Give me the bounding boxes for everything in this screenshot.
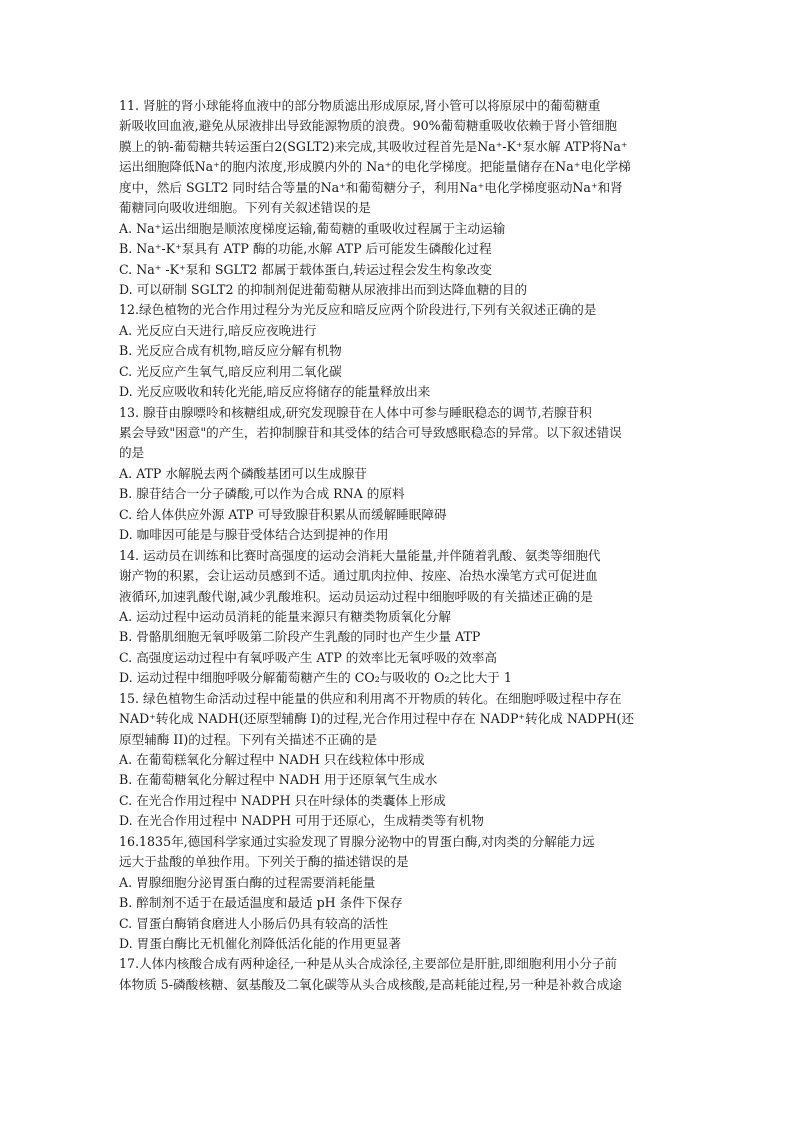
question-stem-line: 17.人体内核酸合成有两种途径,一种是从头合成涂径,主要部位是肝脏,即细胞利用小分子前 bbox=[119, 956, 618, 972]
answer-option: B. 醉制剂不适于在最适温度和最适 pH 条件下保存 bbox=[119, 895, 403, 911]
question-stem-line: 13. 腺苷由腺嘌呤和核糖组成,研究发现腺苷在人体中可参与睡眠稳态的调节,若腺苷积 bbox=[119, 404, 592, 420]
answer-option: B. 在葡萄糖氧化分解过程中 NADH 用于还原氧气生成水 bbox=[119, 772, 438, 788]
question-stem-line: 谢产物的积累，会让运动员感到不适。通过肌肉拉伸、按座、冶热水澡笔方式可促进血 bbox=[119, 568, 598, 584]
question-17 bbox=[119, 954, 679, 995]
answer-option: B. 光反应合成有机物,暗反应分解有机物 bbox=[119, 343, 342, 359]
answer-option: A. 在葡萄糕氧化分解过程中 NADH 只在线粒体中形成 bbox=[119, 752, 425, 767]
question-15 bbox=[119, 689, 679, 832]
answer-option: D. 咖啡因可能是与腺苷受体结合达到提神的作用 bbox=[119, 527, 389, 543]
answer-option: C. 在光合作用过程中 NADPH 只在叶绿体的类囊体上形成 bbox=[119, 792, 446, 808]
answer-option: A. ATP 水解脱去两个磷酸基团可以生成腺苷 bbox=[119, 465, 367, 481]
question-stem-line: 体物质 5-磷酸核糖、氨基酸及二氧化碳等从头合成核酸,是高耗能过程,另一种是补救合成途 bbox=[119, 976, 622, 992]
question-stem-line: 12.绿色植物的光合作用过程分为光反应和暗反应两个阶段进行,下列有关叙述正确的是 bbox=[119, 302, 597, 318]
question-13 bbox=[119, 403, 679, 546]
question-11 bbox=[119, 96, 679, 300]
question-stem-line: 14. 运动员在训练和比赛时高强度的运动会消耗大量能量,并伴随着乳酸、氨类等细胞代 bbox=[119, 547, 601, 563]
question-stem-line: 16.1835年,德国科学家通过实验发现了胃腺分泌物中的胃蛋白酶,对肉类的分解能力远 bbox=[119, 833, 595, 849]
answer-option: C. Na⁺ -K⁺泵和 SGLT2 都属于载体蛋白,转运过程会发生构象改变 bbox=[119, 261, 493, 277]
question-stem-line: 液循环,加速乳酸代谢,减少乳酸堆积。运动员运动过程中细胞呼吸的有关描述正确的是 bbox=[119, 588, 593, 604]
question-stem-line: 葡糖同向吸收进细胞。下列有关叙述错误的是 bbox=[119, 200, 371, 216]
question-stem-line: 11. 肾脏的肾小球能将血液中的部分物质滤出形成原尿,肾小管可以将原尿中的葡萄糖重 bbox=[119, 98, 601, 113]
question-stem-line: 原型辅酶 II)的过程。下列有关描述不正确的是 bbox=[119, 731, 378, 747]
question-stem-line: 运出细胞降低Na⁺的胞内浓度,形成膜内外的 Na⁺的电化学梯度。把能量储存在Na⁺电化学梯 bbox=[119, 159, 631, 175]
question-stem-line: 新吸收回血液,避免从尿液排出导致能源物质的浪费。90%葡萄糖重吸收依赖于肾小管细胞 bbox=[119, 118, 617, 134]
answer-option: A. 运动过程中运动员消耗的能量来源只有糖类物质氧化分解 bbox=[119, 608, 451, 624]
question-stem-line: 15. 绿色植物生命活动过程中能量的供应和利用离不开物质的转化。在细胞呼吸过程中存在 bbox=[119, 690, 622, 706]
answer-option: D. 在光合作用过程中 NADPH 可用于还原心，生成精类等有机物 bbox=[119, 813, 484, 829]
question-12 bbox=[119, 300, 679, 402]
question-stem-line: 的是 bbox=[119, 445, 145, 461]
answer-option: A. 胃腺细胞分泌胃蛋白酶的过程需要消耗能量 bbox=[119, 874, 376, 890]
question-14 bbox=[119, 546, 679, 689]
answer-option: B. Na⁺-K⁺泵具有 ATP 酶的功能,水解 ATP 后可能发生磷酸化过程 bbox=[119, 241, 492, 257]
question-stem-line: 累会导致"困意"的产生，若抑制腺苷和其受体的结合可导致感眠稳态的异常。以下叙述错误 bbox=[119, 425, 622, 440]
question-stem-line: 远大于盐酸的单独作用。下列关于酶的描述错误的是 bbox=[119, 854, 409, 870]
question-stem-line: 膜上的钠-葡萄糖共转运蛋白2(SGLT2)来完成,其吸收过程首先是Na⁺-K⁺泵水解 ATP将Na⁺ bbox=[119, 138, 628, 154]
answer-option: C. 给人体供应外源 ATP 可导致腺苷积累从而缓解睡眠障碍 bbox=[119, 506, 447, 522]
question-stem-line: 度中，然后 SGLT2 同时结合等量的Na⁺和葡萄糖分子，利用Na⁺电化学梯度驱动Na⁺和肾 bbox=[119, 179, 623, 195]
answer-option: B. 腺苷结合一分子磷酸,可以作为合成 RNA 的原料 bbox=[119, 486, 405, 502]
answer-option: A. 光反应白天进行,暗反应夜晚进行 bbox=[119, 322, 317, 338]
answer-option: D. 运动过程中细胞呼吸分解葡萄糖产生的 CO₂与吸收的 O₂之比大于 1 bbox=[119, 670, 512, 686]
answer-option: A. Na⁺运出细胞是顺浓度梯度运输,葡萄糖的重吸收过程属于主动运输 bbox=[119, 220, 506, 236]
question-stem-line: NAD⁺转化成 NADH(还原型辅酶 I)的过程,光合作用过程中存在 NADP⁺转化成 NADPH(还 bbox=[119, 711, 635, 727]
question-16 bbox=[119, 832, 679, 955]
answer-option: C. 高强度运动过程中有氧呼吸产生 ATP 的效率比无氧呼吸的效率高 bbox=[119, 649, 497, 665]
answer-option: C. 光反应产生氧气,暗反应利用二氧化碳 bbox=[119, 363, 342, 379]
answer-option: D. 胃蛋白酶比无机催化剂降低活化能的作用更显著 bbox=[119, 935, 402, 951]
answer-option: D. 光反应吸收和转化光能,暗反应将储存的能量释放出来 bbox=[119, 384, 431, 400]
question-list bbox=[119, 96, 679, 995]
answer-option: C. 冒蛋白酶销食磨进人小肠后仍具有较高的活性 bbox=[119, 915, 389, 931]
answer-option: D. 可以研制 SGLT2 的抑制剂促进葡萄糖从尿液排出而到达降血糖的目的 bbox=[119, 281, 528, 297]
answer-option: B. 骨骼肌细胞无氧呼吸第二阶段产生乳酸的同时也产生少量 ATP bbox=[119, 629, 481, 645]
